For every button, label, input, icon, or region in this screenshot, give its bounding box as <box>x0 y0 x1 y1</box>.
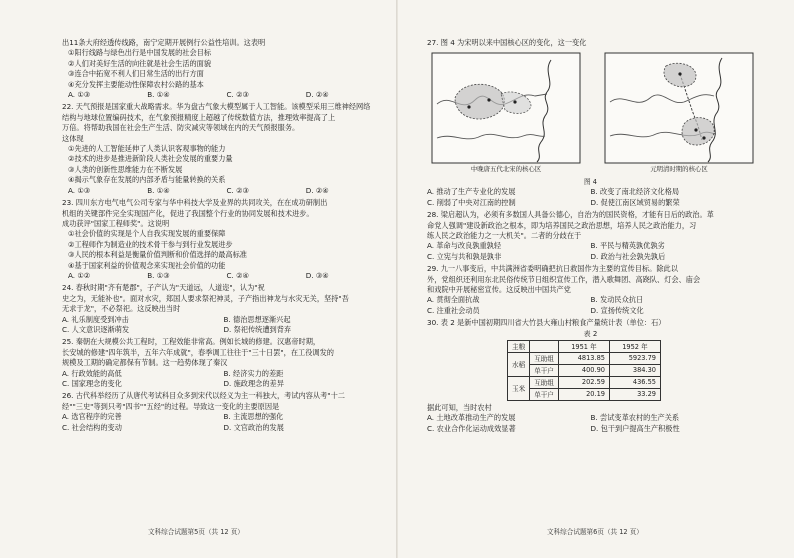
question-text-line: ②技术的进步是推进新阶段人类社会发展的重要力量 <box>68 154 233 164</box>
question-text-line: 25. 秦朝在大规模公共工程时，工程效能非常高。例如长城的修建。汉惠帝时期， <box>62 337 321 347</box>
question-text-line: ④揭示气象存在发展的内部矛盾与能量转换的关系 <box>68 175 226 185</box>
question-text-line: 26. 古代科举经历了从唐代考试科目众多到宋代以经义为主一科独大，考试内容从考"十二 <box>62 391 345 401</box>
question-text-line: ②工程师作为制造业的技术骨干参与到行业发展进步 <box>68 239 233 249</box>
table-row: 玉米 互助组 202.59 436.55 <box>508 376 661 388</box>
question-text-line: ①社会价值的实现是个人自我实现发展的重要保障 <box>68 229 226 239</box>
q24-options-row1: A. 礼乐制度受到冲击 B. 德治思想逐渐兴起 <box>62 314 291 324</box>
map-tang-song-graphic <box>431 52 581 164</box>
map-yuan-ming-qing <box>604 52 754 175</box>
crop-cell: 水稻 <box>508 352 530 376</box>
figure-4-label: 图 4 <box>584 178 597 187</box>
table-row: 水稻 互助组 4813.85 5923.79 <box>508 352 661 364</box>
question-text-line: ③人类的创新性思维能力在不断发展 <box>68 164 183 174</box>
figure-4-maps <box>431 52 754 175</box>
question-text-line: ③人民的根本利益是衡量价值判断和价值选择的最高标准 <box>68 250 247 260</box>
table-2-title: 表 2 <box>583 329 598 338</box>
question-text-line: ④充分发挥主要能动性保障农村公路的基本 <box>68 79 204 89</box>
map-yuan-ming-qing-graphic <box>604 52 754 164</box>
map-tang-song <box>431 52 581 175</box>
map-tang-song-caption: 中晚唐五代北宋的核心区 <box>470 165 542 174</box>
question-text-line: 出11条大府经透传线路，南宁定期开展例行公益性培训。这表明 <box>62 38 266 47</box>
question-text-line: 这体现 <box>62 133 84 143</box>
q26-options-row1: A. 选官程序的完善 B. 主流思想的强化 <box>62 412 284 422</box>
question-text-line: 命党人强调"建设新政治之根本，即为培养国民之政治思想，培养人民之政治能力，习 <box>427 220 697 230</box>
question-text-line: 成功获评"国家工程师奖"。这说明 <box>62 218 170 228</box>
q29-options-row1: A. 贯彻全面抗战 B. 发动民众抗日 <box>427 295 644 305</box>
q30-options-row2: C. 农业合作化运动成效显著 D. 包干到户提高生产积极性 <box>427 423 680 433</box>
question-text-line: 长安城的修建"四年筑半，五年六年成就"，春季调工往往于"三十日罢"，在工役调发的 <box>62 347 334 357</box>
grain-output-table <box>507 340 661 401</box>
table-header-row: 主粮 1951 年 1952 年 <box>508 340 661 352</box>
q27-options-row2: C. 削弱了中央对江南的控制 D. 促使江南区域贸易的繁荣 <box>427 197 680 207</box>
q30-options-row1: A. 土地改革推动生产的发展 B. 尝试变革农村的生产关系 <box>427 413 680 423</box>
crop-cell: 玉米 <box>508 376 530 400</box>
question-text-line: 万倍。将帮助我国在社会生产生活、防灾减灾等领域在内的天气预报服务。 <box>62 123 300 133</box>
table-row: 单干户 400.90 384.30 <box>508 364 661 376</box>
question-text-line: 规模及工期的确定都保有节制。这一趋势体现了秦汉 <box>62 358 228 368</box>
q21-options: A. ①③ B. ①④ C. ②③ D. ②④ <box>68 90 329 100</box>
question-text-line: 练人民之政治能力之一大机关"。二者的分歧在于 <box>427 231 582 241</box>
question-text-line: 和戏院中开展秘密宣传。这反映出中国共产党 <box>427 285 571 295</box>
question-text-line: ④基于国家利益的价值观念来实现社会价值的功能 <box>68 260 226 270</box>
page-footer-left: 文科综合试题第5页（共 12 页） <box>148 528 244 536</box>
question-text-line: ②人们对美好生活的向往就是社会生活的面貌 <box>68 58 212 68</box>
right-page <box>397 0 794 558</box>
table-row: 单干户 20.19 33.29 <box>508 388 661 400</box>
question-text-line: 24. 春秋时期"齐有楚郡"，子产认为"天道远，人道迩"，认为"祝 <box>62 283 265 293</box>
q29-options-row2: C. 注重社会动员 D. 宣扬传统文化 <box>427 305 644 315</box>
q30-stem: 30. 表 2 是新中国初期四川省大竹县大雍山村粮食产量统计表（单位：石） <box>427 318 666 328</box>
question-text-line: ③连合中拓宽不利人们日常生活的出行方面 <box>68 69 204 79</box>
page-footer-right: 文科综合试题第6页（共 12 页） <box>547 528 643 536</box>
q25-options-row1: A. 行政效能的高低 B. 经济实力的差距 <box>62 368 284 378</box>
q23-options: A. ①② B. ①③ C. ②④ D. ③④ <box>68 270 329 280</box>
question-text-line: 无求于龙"，不必祭祀。这反映出当时 <box>62 304 181 314</box>
q28-options-row2: C. 立宪与共和孰是孰非 D. 政治与社会孰先孰后 <box>427 251 666 261</box>
question-text-line: 29. 九一八事变后，中共满洲省委明确把抗日救国作为主要的宣传目标。除此以 <box>427 264 678 274</box>
question-text-line: 机组的关键部件完全实现国产化，促进了我国整个行业的协同发展和技术进步。 <box>62 208 314 218</box>
map-yuan-ming-qing-caption: 元明清时期的核心区 <box>650 165 708 174</box>
q28-options-row1: A. 革命与改良孰重孰轻 B. 平民与精英孰优孰劣 <box>427 241 665 251</box>
question-text-line: 22. 天气预报是国家重大战略需求。华为盘古气象大模型属于人工智能。该模型采用三维神经网络 <box>62 102 371 112</box>
question-text-line: 经""三史"等到只考"四书""五经"的过程。导致这一变化的主要原因是 <box>62 401 280 411</box>
question-text-line: 23. 四川东方电气电气公司专家与华中科技大学及业界的共同攻关，在在成功研制出 <box>62 198 328 208</box>
core-region-jiangnan <box>682 118 714 145</box>
q24-options-row2: C. 人文意识逐渐萌发 D. 祭祀传统遭到背弃 <box>62 324 292 334</box>
q25-options-row2: C. 国家理念的变化 D. 施政理念的差异 <box>62 379 284 388</box>
question-text-line: 外，党组织还利用东北民俗传统节日组织宣传工作，潜入歌舞团、高跷队、灯会、庙会 <box>427 274 701 284</box>
q22-options: A. ①③ B. ①④ C. ②③ D. ②④ <box>68 185 329 195</box>
question-text-line: 28. 梁启超认为，必须有多数国人具备公德心，自治为的国民资格，才能有日后的政治。革 <box>427 210 714 220</box>
question-text-line: 结构与地球位置编码技术，在气象预报精度上超越了传统数值方法，推理效率提高了上 <box>62 112 336 122</box>
question-text-line: ①阳行线路与绿色出行是中国发展的社会目标 <box>68 48 212 58</box>
q27-stem: 27. 图 4 为宋明以来中国核心区的变化，这一变化 <box>427 38 587 47</box>
q27-options-row1: A. 推动了生产专业化的发展 B. 改变了南北经济文化格局 <box>427 187 680 197</box>
q26-options-row2: C. 社会结构的变动 D. 文官政治的发展 <box>62 422 284 432</box>
question-text-line: 史之为，无能补也"。面对水灾，郑国人要求祭祀神灵，子产指出神龙与水灾无关，坚持"吾 <box>62 293 349 303</box>
question-text-line: ①先进的人工智能延伸了人类认识客观事物的能力 <box>68 144 226 154</box>
q30-tail: 据此可知，当时农村 <box>427 402 492 412</box>
